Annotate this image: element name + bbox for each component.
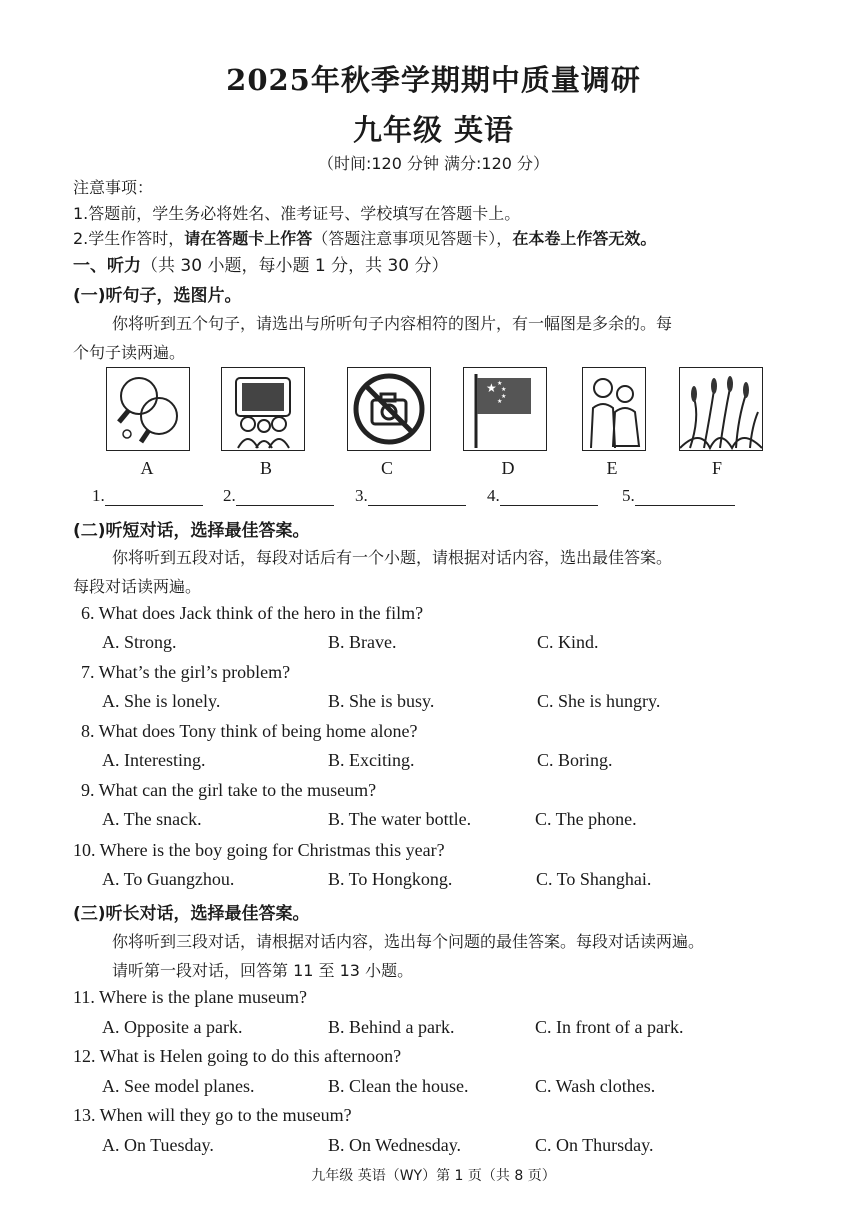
q7-option-b: B. She is busy. bbox=[328, 691, 435, 711]
answer-blank-label: 5. bbox=[622, 486, 635, 505]
q8-option-c: C. Boring. bbox=[537, 750, 613, 770]
picture-d bbox=[463, 367, 547, 451]
picture-c bbox=[347, 367, 431, 451]
notice-item-2-c: （答题注意事项见答题卡）， bbox=[312, 229, 513, 248]
q10-option-b: B. To Hongkong. bbox=[328, 869, 453, 889]
svg-text:★: ★ bbox=[501, 393, 507, 400]
q8-option-b: B. Exciting. bbox=[328, 750, 415, 770]
q6-option-a: A. Strong. bbox=[102, 632, 177, 652]
chinese-flag-icon bbox=[464, 368, 546, 450]
section1-title-note: （共 30 小题，每小题 1 分，共 30 分） bbox=[141, 256, 449, 276]
answer-blank-2[interactable] bbox=[223, 486, 334, 506]
answer-blank-1[interactable] bbox=[92, 486, 203, 506]
q8-option-a: A. Interesting. bbox=[102, 750, 206, 770]
picture-b bbox=[221, 367, 305, 451]
notice-heading: 注意事项： bbox=[73, 178, 154, 197]
answer-blank-label: 4. bbox=[487, 486, 500, 505]
q6-option-b: B. Brave. bbox=[328, 632, 397, 652]
q9-option-b: B. The water bottle. bbox=[328, 809, 472, 829]
part3-title: (三)听长对话，选择最佳答案。 bbox=[73, 904, 310, 924]
question-11: 11. Where is the plane museum? bbox=[73, 987, 307, 1007]
section1-title bbox=[73, 251, 449, 276]
q13-option-a: A. On Tuesday. bbox=[102, 1135, 214, 1155]
svg-text:★: ★ bbox=[497, 380, 503, 387]
q7-option-a: A. She is lonely. bbox=[102, 691, 221, 711]
q10-option-a: A. To Guangzhou. bbox=[102, 869, 235, 889]
part2-instruction-1: 你将听到五段对话，每段对话后有一个小题，请根据对话内容，选出最佳答案。 bbox=[112, 548, 673, 567]
q7-option-c: C. She is hungry. bbox=[537, 691, 661, 711]
question-7: 7. What’s the girl’s problem? bbox=[81, 662, 291, 682]
svg-text:★: ★ bbox=[497, 398, 503, 405]
picture-e bbox=[582, 367, 646, 451]
q9-option-c: C. The phone. bbox=[535, 809, 637, 829]
q11-option-b: B. Behind a park. bbox=[328, 1017, 455, 1037]
question-10: 10. Where is the boy going for Christmas this year? bbox=[73, 840, 445, 860]
part2-instruction-2: 每段对话读两遍。 bbox=[73, 577, 202, 596]
question-6: 6. What does Jack think of the hero in the film? bbox=[81, 603, 424, 623]
svg-text:★: ★ bbox=[501, 386, 507, 393]
notice-item-1: 1.答题前，学生务必将姓名、准考证号、学校填写在答题卡上。 bbox=[73, 204, 521, 223]
question-8: 8. What does Tony think of being home alone? bbox=[81, 721, 418, 741]
picture-label-d: D bbox=[501, 458, 515, 478]
family-watching-tv-icon bbox=[222, 368, 304, 450]
picture-label-c: C bbox=[380, 458, 393, 478]
q12-option-c: C. Wash clothes. bbox=[535, 1076, 656, 1096]
picture-label-e: E bbox=[606, 458, 618, 478]
table-tennis-icon bbox=[107, 368, 189, 450]
answer-blank-3[interactable] bbox=[355, 486, 466, 506]
part1-instruction-1: 你将听到五个句子，请选出与所听句子内容相符的图片，有一幅图是多余的。每 bbox=[112, 314, 673, 333]
part2-title: (二)听短对话，选择最佳答案。 bbox=[73, 521, 310, 541]
wheat-field-icon bbox=[680, 368, 762, 450]
exam-subtitle: 九年级 英语 bbox=[352, 113, 515, 147]
answer-blank-label: 3. bbox=[355, 486, 368, 505]
answer-blank-label: 1. bbox=[92, 486, 105, 505]
svg-text:★: ★ bbox=[486, 381, 497, 395]
notice-item-2 bbox=[73, 226, 656, 249]
part3-instruction-1: 你将听到三段对话，请根据对话内容，选出每个问题的最佳答案。每段对话读两遍。 bbox=[112, 932, 705, 951]
q12-option-a: A. See model planes. bbox=[102, 1076, 255, 1096]
picture-f bbox=[679, 367, 763, 451]
no-camera-icon bbox=[348, 368, 430, 450]
q10-option-c: C. To Shanghai. bbox=[536, 869, 652, 889]
q11-option-c: C. In front of a park. bbox=[535, 1017, 684, 1037]
answer-blank-4[interactable] bbox=[487, 486, 598, 506]
question-12: 12. What is Helen going to do this afternoon? bbox=[73, 1046, 402, 1066]
section1-title-main: 一、听力 bbox=[73, 256, 141, 276]
picture-label-a: A bbox=[140, 458, 154, 478]
q12-option-b: B. Clean the house. bbox=[328, 1076, 469, 1096]
q13-option-b: B. On Wednesday. bbox=[328, 1135, 462, 1155]
elderly-couple-icon bbox=[583, 368, 645, 450]
q13-option-c: C. On Thursday. bbox=[535, 1135, 654, 1155]
question-9: 9. What can the girl take to the museum? bbox=[81, 780, 377, 800]
q11-option-a: A. Opposite a park. bbox=[102, 1017, 243, 1037]
picture-label-b: B bbox=[259, 458, 272, 478]
notice-item-2-b: 请在答题卡上作答 bbox=[184, 229, 313, 248]
exam-title: 2025年秋季学期期中质量调研 bbox=[226, 63, 641, 97]
notice-item-2-d: 在本卷上作答无效。 bbox=[512, 229, 657, 248]
page-footer: 九年级 英语（WY）第 1 页（共 8 页） bbox=[311, 1168, 556, 1184]
q6-option-c: C. Kind. bbox=[537, 632, 599, 652]
part1-title: (一)听句子，选图片。 bbox=[73, 286, 242, 306]
question-13: 13. When will they go to the museum? bbox=[73, 1105, 352, 1125]
part3-instruction-2: 请听第一段对话，回答第 11 至 13 小题。 bbox=[112, 961, 414, 980]
picture-a bbox=[106, 367, 190, 451]
time-note: （时间:120 分钟 满分:120 分） bbox=[317, 154, 550, 173]
answer-blank-5[interactable] bbox=[622, 486, 735, 506]
q9-option-a: A. The snack. bbox=[102, 809, 202, 829]
answer-blank-label: 2. bbox=[223, 486, 236, 505]
part1-instruction-2: 个句子读两遍。 bbox=[73, 343, 186, 362]
notice-item-2-a: 2.学生作答时， bbox=[73, 229, 185, 248]
picture-label-f: F bbox=[711, 458, 722, 478]
